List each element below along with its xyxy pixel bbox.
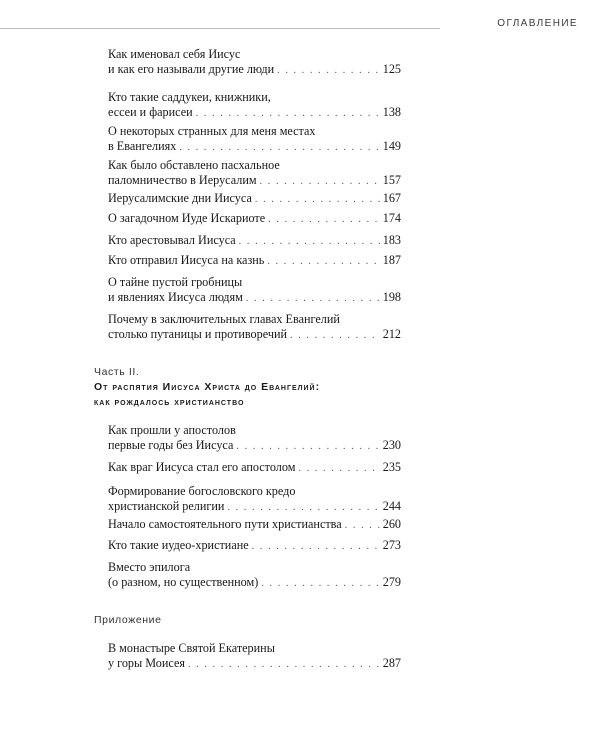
toc-entry[interactable] (108, 233, 401, 248)
toc-entry-title-line: у горы Моисея (108, 656, 185, 670)
dot-leader (277, 64, 380, 77)
dot-leader (290, 329, 380, 342)
toc-entry-title-line: Иерусалимские дни Иисуса (108, 191, 252, 205)
toc-entry-title-line: в Евангелиях (108, 139, 177, 153)
page-number: 230 (382, 438, 401, 452)
toc-entry[interactable] (108, 538, 401, 553)
header-rule (0, 28, 440, 29)
page-number: 287 (382, 656, 401, 670)
running-header: ОГЛАВЛЕНИЕ (497, 18, 578, 29)
page-number: 138 (382, 105, 401, 119)
toc-entry-last-line (108, 460, 401, 475)
toc-entry[interactable] (108, 124, 401, 154)
toc-entry[interactable] (108, 560, 401, 590)
toc-entry-title-line: Кто отправил Иисуса на казнь (108, 253, 265, 267)
dot-leader (268, 213, 380, 226)
toc-entry-title-line: Формирование богословского кредо (108, 484, 296, 498)
toc-entry-title-line: ессеи и фарисеи (108, 105, 193, 119)
dot-leader (260, 175, 380, 188)
dot-leader (239, 235, 380, 248)
page-number: 273 (382, 538, 401, 552)
toc-entry-title-line: Как враг Иисуса стал его апостолом (108, 460, 296, 474)
toc-entry-title-line: первые годы без Иисуса (108, 438, 234, 452)
part-title-line2: как рождалось христианство (94, 396, 245, 408)
toc-entry-title-line: В монастыре Святой Екатерины (108, 641, 275, 655)
toc-entry-title-line: и как его называли другие люди (108, 62, 275, 76)
page-number: 167 (382, 191, 401, 205)
toc-entry-last-line (108, 233, 401, 248)
page-number: 157 (382, 173, 401, 187)
toc-entry-title-line: Вместо эпилога (108, 560, 191, 574)
toc-entry-last-line (108, 517, 401, 532)
toc-entry-last-line (108, 139, 401, 154)
toc-entry[interactable] (108, 312, 401, 342)
toc-entry-last-line (108, 656, 401, 671)
page-number: 244 (382, 499, 401, 513)
dot-leader (179, 141, 379, 154)
toc-entry-title-line: Кто арестовывал Иисуса (108, 233, 236, 247)
toc-entry-last-line (108, 575, 401, 590)
toc-entry-title-line: Кто такие иудео-христиане (108, 538, 249, 552)
toc-entry-title-line: Как прошли у апостолов (108, 423, 236, 437)
dot-leader (227, 501, 379, 514)
toc-entry[interactable] (108, 484, 401, 514)
page-number: 149 (382, 139, 401, 153)
dot-leader (345, 519, 380, 532)
toc-entry-last-line (108, 438, 401, 453)
dot-leader (188, 658, 380, 671)
toc-entry[interactable] (108, 423, 401, 453)
toc-entry-title-line: столько путаницы и противоречий (108, 327, 287, 341)
toc-entry-title-line: христианской религии (108, 499, 225, 513)
toc-entry[interactable] (108, 253, 401, 268)
dot-leader (196, 107, 380, 120)
dot-leader (246, 292, 380, 305)
toc-entry-last-line (108, 290, 401, 305)
page-number: 183 (382, 233, 401, 247)
toc-entry-last-line (108, 191, 401, 206)
toc-entry-last-line (108, 105, 401, 120)
page-number: 198 (382, 290, 401, 304)
toc-entry-last-line (108, 499, 401, 514)
toc-entry-title-line: Кто такие саддукеи, книжники, (108, 90, 271, 104)
page-number: 235 (382, 460, 401, 474)
toc-entry-title-line: О некоторых странных для меня местах (108, 124, 316, 138)
toc-entry-last-line (108, 327, 401, 342)
toc-entry-title-line: паломничество в Иерусалим (108, 173, 257, 187)
part-label: Часть II. (94, 366, 140, 378)
page-number: 279 (382, 575, 401, 589)
dot-leader (267, 255, 379, 268)
toc-entry-last-line (108, 211, 401, 226)
toc-entry-title-line: О тайне пустой гробницы (108, 275, 243, 289)
toc-entry-title-line: и явлениях Иисуса людям (108, 290, 243, 304)
part-title-line1: От распятия Иисуса Христа до Евангелий: (94, 381, 321, 393)
toc-entry[interactable] (108, 158, 401, 188)
dot-leader (236, 440, 379, 453)
toc-entry[interactable] (108, 47, 401, 77)
toc-entry-title-line: Как именовал себя Иисус (108, 47, 241, 61)
toc-entry[interactable] (108, 517, 401, 532)
toc-entry-title-line: О загадочном Иуде Искариоте (108, 211, 266, 225)
page-number: 212 (382, 327, 401, 341)
toc-entry-last-line (108, 538, 401, 553)
toc-entry-title-line: Начало самостоятельного пути христианства (108, 517, 342, 531)
toc-entry[interactable] (108, 460, 401, 475)
toc-entry-title-line: (о разном, но существенном) (108, 575, 259, 589)
dot-leader (255, 193, 380, 206)
dot-leader (252, 540, 380, 553)
toc-entry-title-line: Как было обставлено пасхальное (108, 158, 280, 172)
part-title (94, 380, 320, 410)
toc-entry[interactable] (108, 90, 401, 120)
toc-entry[interactable] (108, 275, 401, 305)
page-number: 174 (382, 211, 401, 225)
toc-entry-last-line (108, 173, 401, 188)
page-number: 187 (382, 253, 401, 267)
toc-entry-last-line (108, 253, 401, 268)
appendix-label: Приложение (94, 614, 162, 626)
toc-entry-last-line (108, 62, 401, 77)
page-number: 125 (382, 62, 401, 76)
page-number: 260 (382, 517, 401, 531)
dot-leader (261, 577, 379, 590)
dot-leader (298, 462, 379, 475)
toc-entry[interactable] (108, 211, 401, 226)
toc-entry-title-line: Почему в заключительных главах Евангелий (108, 312, 340, 326)
toc-entry[interactable] (108, 191, 401, 206)
toc-entry[interactable] (108, 641, 401, 671)
